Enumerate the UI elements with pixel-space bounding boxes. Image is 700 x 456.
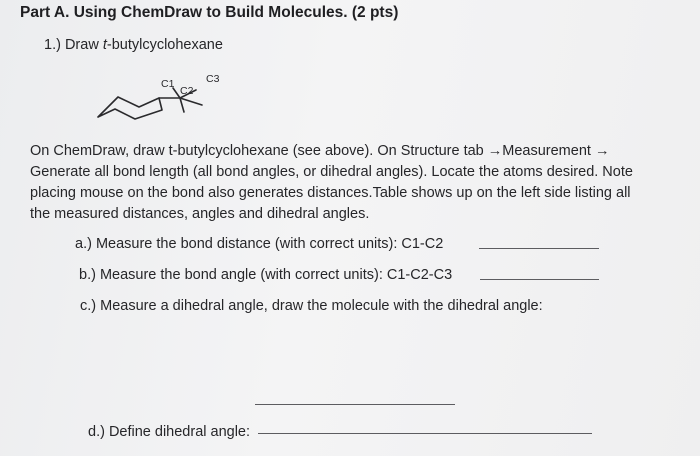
atom-label-c2: C2 bbox=[180, 85, 194, 97]
item-d: d.) Define dihedral angle: bbox=[88, 424, 251, 440]
t-butylcyclohexane-structure bbox=[92, 70, 232, 130]
item-b: b.) Measure the bond angle (with correct units): C1-C2-C3 bbox=[79, 267, 453, 283]
tbutyl-methyl-bond bbox=[180, 98, 202, 105]
question-1-rest: -butylcyclohexane bbox=[106, 37, 223, 53]
question-1-prefix: Draw bbox=[64, 37, 103, 53]
tbutyl-bond-down bbox=[180, 98, 184, 112]
answer-line-b[interactable] bbox=[480, 279, 599, 280]
cyclohexane-ring-bonds bbox=[98, 97, 162, 119]
answer-line-d[interactable] bbox=[258, 433, 592, 434]
instructions-line-4: the measured distances, angles and dihedral angles. bbox=[30, 206, 370, 222]
answer-line-a[interactable] bbox=[479, 248, 599, 249]
item-c: c.) Measure a dihedral angle, draw the molecule with the dihedral angle: bbox=[80, 298, 543, 314]
question-1-number: 1.) bbox=[44, 37, 61, 53]
atom-label-c1: C1 bbox=[161, 78, 175, 90]
question-1-italic-t: t bbox=[102, 37, 107, 53]
answer-line-c[interactable] bbox=[255, 404, 455, 405]
section-heading: Part A. Using ChemDraw to Build Molecules. (2 pts) bbox=[20, 4, 399, 21]
item-a: a.) Measure the bond distance (with correct units): C1-C2 bbox=[75, 236, 444, 252]
instructions-line-2: Generate all bond length (all bond angles, or dihedral angles). Locate the atoms desired. Note bbox=[30, 164, 633, 180]
question-1 bbox=[44, 37, 223, 53]
atom-label-c3: C3 bbox=[206, 73, 220, 85]
instructions-line-1: On ChemDraw, draw t-butylcyclohexane (see above). On Structure tab →Measurement → bbox=[30, 143, 610, 159]
instructions-paragraph bbox=[30, 141, 670, 225]
instructions-line-3: placing mouse on the bond also generates distances.Table shows up on the left side listing all bbox=[30, 185, 631, 201]
